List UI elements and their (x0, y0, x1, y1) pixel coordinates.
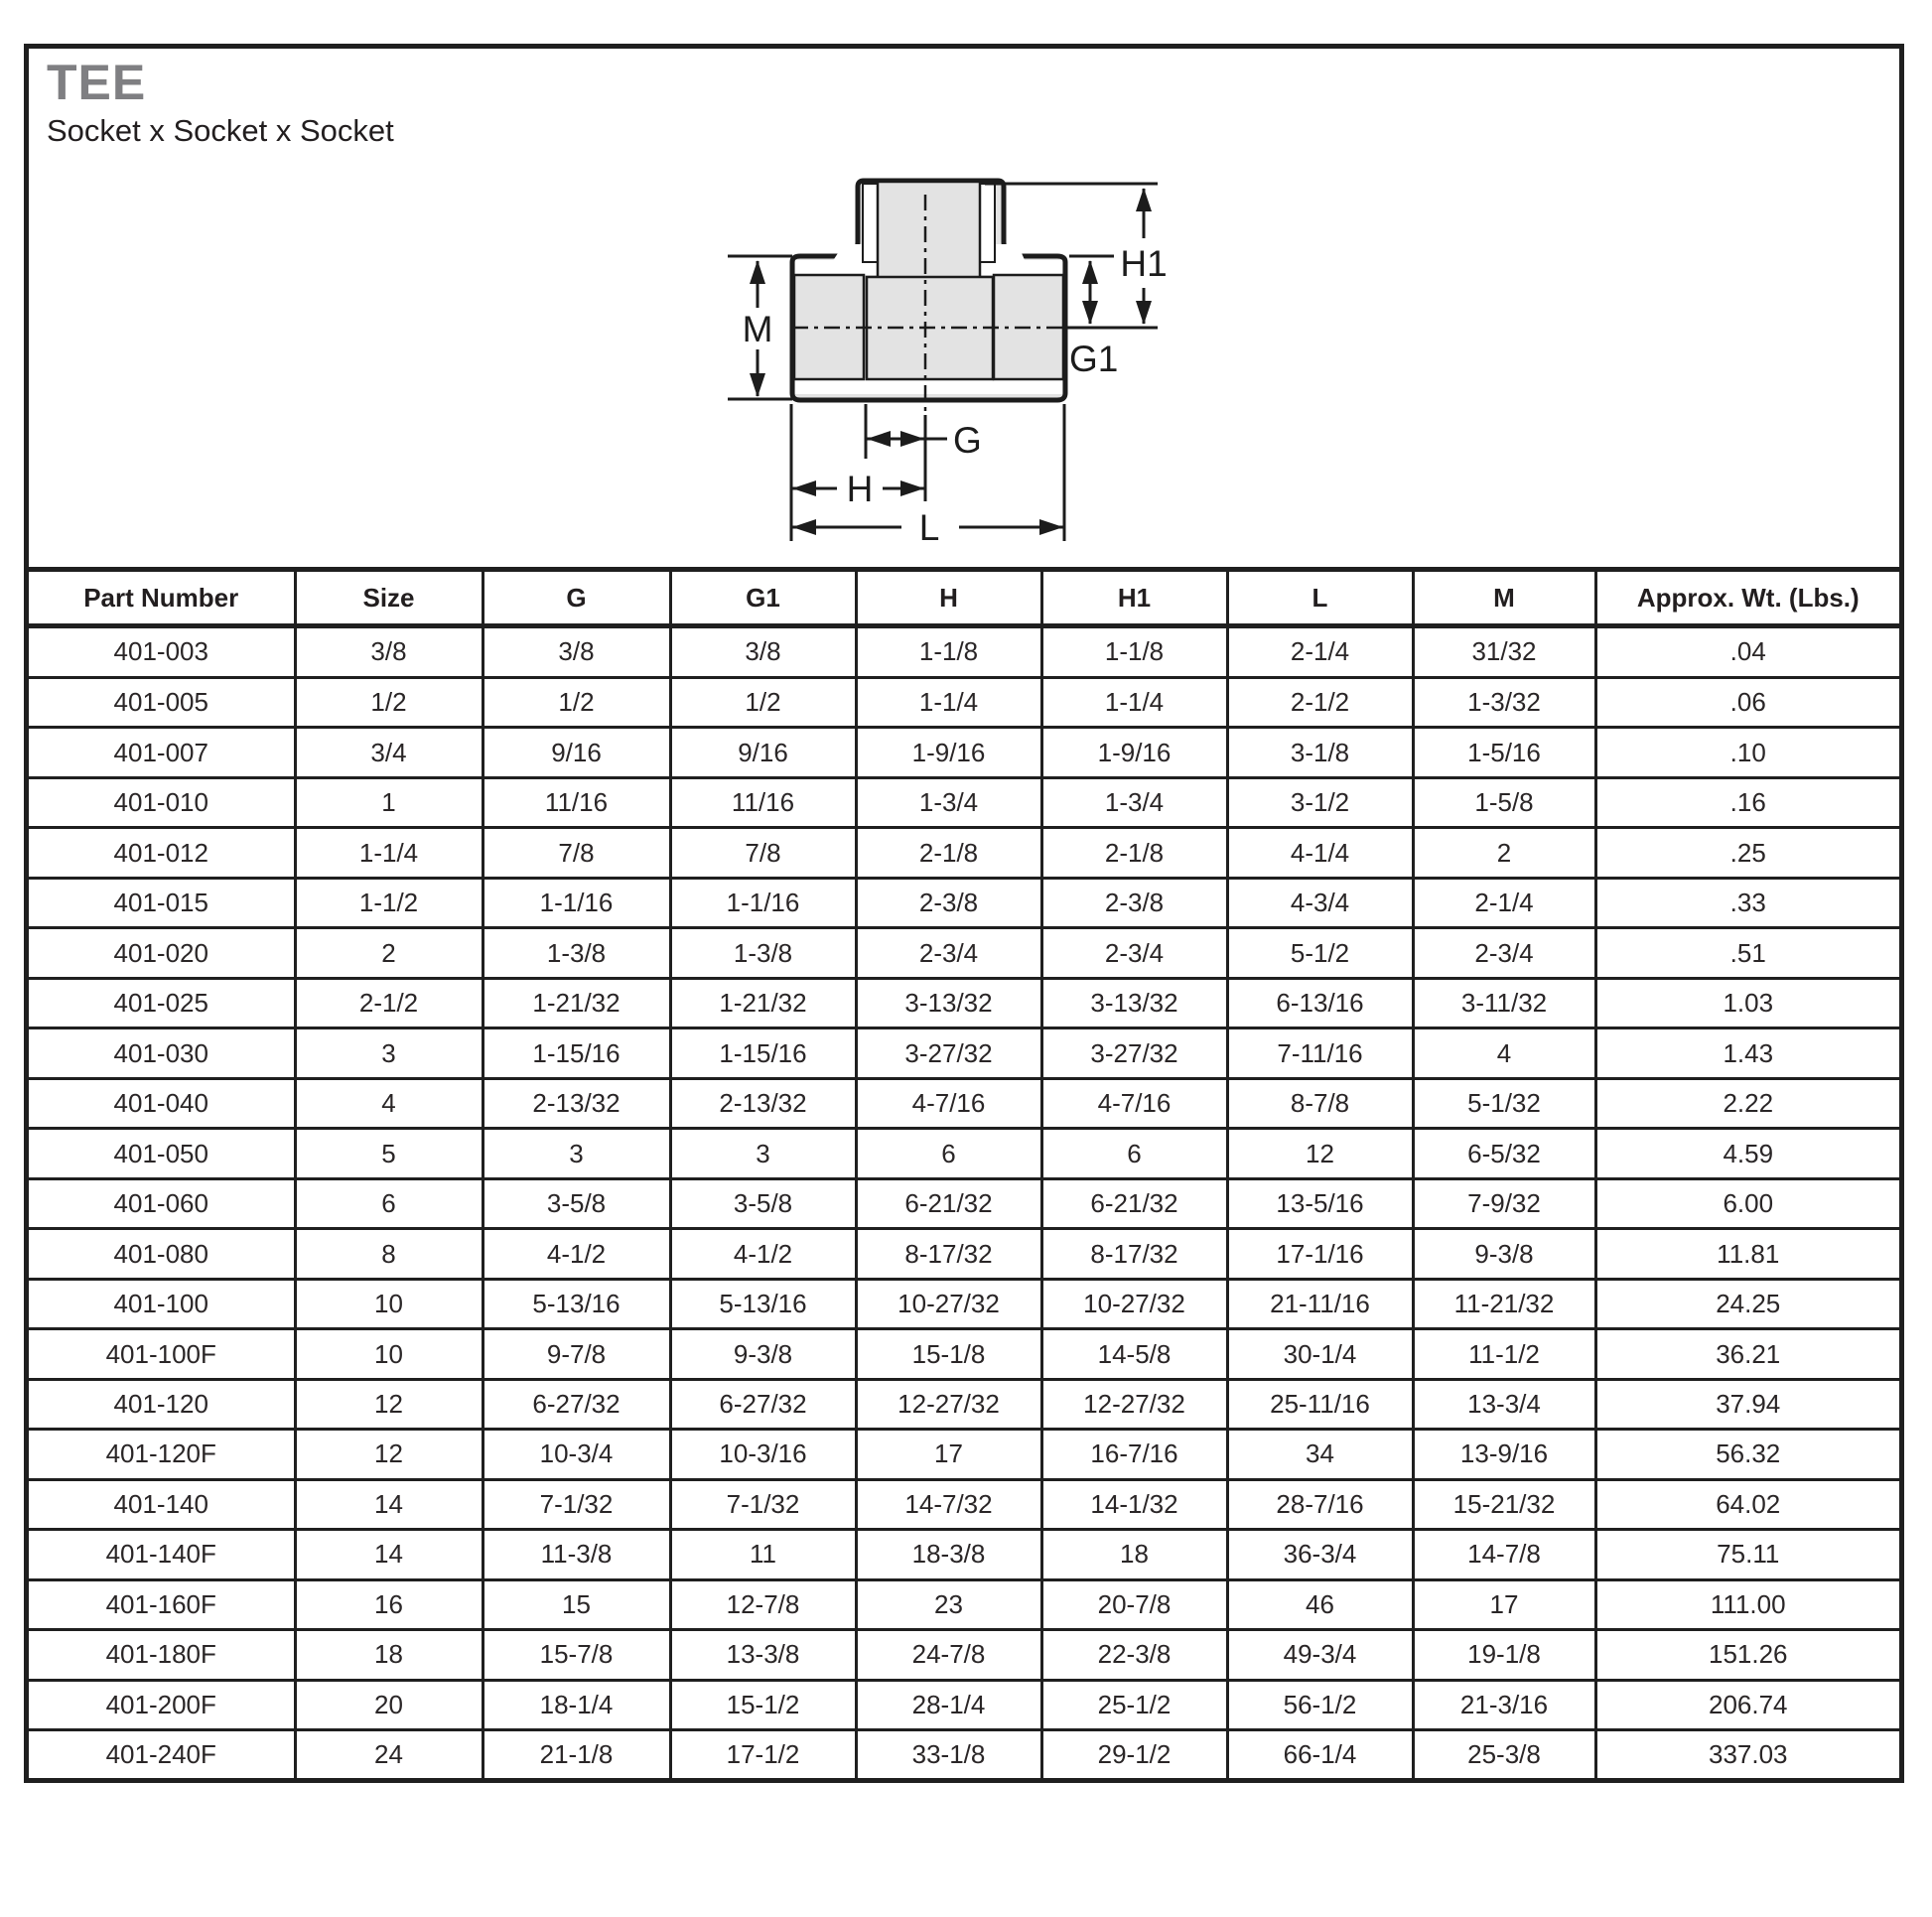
table-cell: 1-15/16 (670, 1028, 856, 1078)
table-row (29, 928, 1899, 978)
wall-block-branch-center (878, 182, 980, 278)
table-cell: 14 (295, 1479, 483, 1529)
arrowhead (792, 480, 816, 496)
table-row (29, 1379, 1899, 1429)
table-cell: 5-13/16 (670, 1279, 856, 1328)
table-cell: 401-160F (29, 1579, 295, 1629)
table-cell: 337.03 (1595, 1730, 1899, 1778)
table-cell: 12 (1227, 1129, 1413, 1178)
table-cell: 25-3/8 (1413, 1730, 1595, 1778)
table-cell: 12-27/32 (1041, 1379, 1227, 1429)
table-cell: 1-5/8 (1413, 777, 1595, 827)
table-cell: 401-140F (29, 1530, 295, 1579)
arrowhead (792, 519, 816, 535)
table-cell: 24-7/8 (856, 1630, 1041, 1680)
table-cell: 401-003 (29, 626, 295, 678)
table-cell: 19-1/8 (1413, 1630, 1595, 1680)
table-cell: 2-3/4 (1413, 928, 1595, 978)
table-cell: 6-27/32 (670, 1379, 856, 1429)
dim-label-g1: G1 (1069, 339, 1119, 379)
table-row (29, 1329, 1899, 1379)
table-cell: 15-21/32 (1413, 1479, 1595, 1529)
table-cell: 401-100 (29, 1279, 295, 1328)
table-cell: 15-1/2 (670, 1680, 856, 1729)
table-cell: 8-7/8 (1227, 1078, 1413, 1128)
table-cell: 401-012 (29, 828, 295, 878)
table-cell: 21-1/8 (483, 1730, 670, 1778)
table-cell: .04 (1595, 626, 1899, 678)
table-cell: 3 (670, 1129, 856, 1178)
col-header-part-number: Part Number (29, 570, 295, 626)
table-cell: 1 (295, 777, 483, 827)
table-cell: 25-11/16 (1227, 1379, 1413, 1429)
table-cell: 11 (670, 1530, 856, 1579)
table-cell: 9-7/8 (483, 1329, 670, 1379)
table-row (29, 1730, 1899, 1778)
table-cell: 6-21/32 (856, 1178, 1041, 1228)
table-cell: 13-3/8 (670, 1630, 856, 1680)
table-cell: 14 (295, 1530, 483, 1579)
table-row (29, 1630, 1899, 1680)
table-cell: 1-1/16 (483, 878, 670, 927)
table-cell: 12-7/8 (670, 1579, 856, 1629)
table-cell: 1.03 (1595, 978, 1899, 1027)
table-cell: 24 (295, 1730, 483, 1778)
table-cell: 401-060 (29, 1178, 295, 1228)
table-cell: 2-3/4 (1041, 928, 1227, 978)
table-cell: 3/8 (295, 626, 483, 678)
table-cell: 31/32 (1413, 626, 1595, 678)
table-cell: 17-1/16 (1227, 1229, 1413, 1279)
table-cell: 1-3/4 (1041, 777, 1227, 827)
table-cell: 1/2 (670, 677, 856, 727)
table-cell: 46 (1227, 1579, 1413, 1629)
arrowhead (1082, 301, 1098, 325)
table-cell: 6 (1041, 1129, 1227, 1178)
table-cell: 8-17/32 (856, 1229, 1041, 1279)
table-cell: 2 (1413, 828, 1595, 878)
table-cell: 401-020 (29, 928, 295, 978)
table-cell: 1-9/16 (1041, 728, 1227, 777)
table-cell: 14-1/32 (1041, 1479, 1227, 1529)
table-cell: 1-3/4 (856, 777, 1041, 827)
table-cell: 1-21/32 (483, 978, 670, 1027)
table-cell: 401-010 (29, 777, 295, 827)
table-cell: 1/2 (483, 677, 670, 727)
table-cell: 2 (295, 928, 483, 978)
table-cell: 6 (856, 1129, 1041, 1178)
table-cell: 16-7/16 (1041, 1430, 1227, 1479)
table-cell: 11/16 (670, 777, 856, 827)
tee-diagram-svg (695, 159, 1191, 556)
spec-table-header (29, 570, 1899, 626)
table-cell: 9/16 (670, 728, 856, 777)
table-cell: 1-1/16 (670, 878, 856, 927)
table-cell: 3-1/8 (1227, 728, 1413, 777)
table-row (29, 677, 1899, 727)
table-cell: 8 (295, 1229, 483, 1279)
arrowhead (900, 431, 924, 447)
col-header-m: M (1413, 570, 1595, 626)
table-cell: 18-1/4 (483, 1680, 670, 1729)
table-cell: 28-1/4 (856, 1680, 1041, 1729)
dim-label-h: H (846, 469, 874, 509)
table-cell: 1-21/32 (670, 978, 856, 1027)
table-cell: 11-1/2 (1413, 1329, 1595, 1379)
table-cell: 15 (483, 1579, 670, 1629)
table-cell: 401-140 (29, 1479, 295, 1529)
table-row (29, 978, 1899, 1027)
table-cell: 17-1/2 (670, 1730, 856, 1778)
dim-label-m: M (742, 309, 773, 349)
table-cell: 6-21/32 (1041, 1178, 1227, 1228)
table-row (29, 1028, 1899, 1078)
table-cell: 401-015 (29, 878, 295, 927)
table-cell: 18 (295, 1630, 483, 1680)
table-row (29, 828, 1899, 878)
table-cell: 9/16 (483, 728, 670, 777)
table-cell: 56.32 (1595, 1430, 1899, 1479)
table-cell: 4 (1413, 1028, 1595, 1078)
table-cell: 21-3/16 (1413, 1680, 1595, 1729)
dim-label-h1: H1 (1120, 243, 1168, 284)
table-cell: 3 (483, 1129, 670, 1178)
table-cell: 401-025 (29, 978, 295, 1027)
table-cell: 6-13/16 (1227, 978, 1413, 1027)
table-cell: 4-7/16 (1041, 1078, 1227, 1128)
table-cell: 6-27/32 (483, 1379, 670, 1429)
table-cell: 6-5/32 (1413, 1129, 1595, 1178)
table-row (29, 626, 1899, 678)
arrowhead (750, 260, 765, 284)
table-cell: 22-3/8 (1041, 1630, 1227, 1680)
col-header-l: L (1227, 570, 1413, 626)
col-header-size: Size (295, 570, 483, 626)
table-cell: 4-1/2 (670, 1229, 856, 1279)
table-cell: 4-1/2 (483, 1229, 670, 1279)
table-row (29, 1530, 1899, 1579)
table-cell: 34 (1227, 1430, 1413, 1479)
table-cell: 401-030 (29, 1028, 295, 1078)
table-cell: 7-9/32 (1413, 1178, 1595, 1228)
table-cell: 15-1/8 (856, 1329, 1041, 1379)
table-cell: 3-27/32 (1041, 1028, 1227, 1078)
table-cell: 13-5/16 (1227, 1178, 1413, 1228)
table-cell: 18 (1041, 1530, 1227, 1579)
table-cell: 3-13/32 (1041, 978, 1227, 1027)
table-cell: 56-1/2 (1227, 1680, 1413, 1729)
table-cell: 13-3/4 (1413, 1379, 1595, 1429)
table-cell: 21-11/16 (1227, 1279, 1413, 1328)
page-subtitle: Socket x Socket x Socket (47, 112, 394, 148)
arrowhead (1082, 260, 1098, 284)
table-cell: 12-27/32 (856, 1379, 1041, 1429)
table-cell: 11-3/8 (483, 1530, 670, 1579)
table-cell: 401-120 (29, 1379, 295, 1429)
table-cell: 401-050 (29, 1129, 295, 1178)
spec-table-body (29, 626, 1899, 1779)
table-cell: 1-5/16 (1413, 728, 1595, 777)
table-cell: 1-1/8 (1041, 626, 1227, 678)
table-cell: 2-1/4 (1413, 878, 1595, 927)
table-cell: 13-9/16 (1413, 1430, 1595, 1479)
table-cell: 401-180F (29, 1630, 295, 1680)
table-cell: 11.81 (1595, 1229, 1899, 1279)
table-cell: 2-1/2 (1227, 677, 1413, 727)
table-cell: 11-21/32 (1413, 1279, 1595, 1328)
table-cell: 3-5/8 (670, 1178, 856, 1228)
table-cell: 2-13/32 (483, 1078, 670, 1128)
table-row (29, 777, 1899, 827)
header-row (29, 570, 1899, 626)
table-cell: 6 (295, 1178, 483, 1228)
table-cell: 3-13/32 (856, 978, 1041, 1027)
table-row (29, 1178, 1899, 1228)
table-cell: 49-3/4 (1227, 1630, 1413, 1680)
content-frame (24, 44, 1904, 1783)
table-cell: 5-13/16 (483, 1279, 670, 1328)
table-row (29, 1680, 1899, 1729)
table-cell: 2-1/8 (856, 828, 1041, 878)
arrowhead (1136, 188, 1152, 211)
table-cell: 4 (295, 1078, 483, 1128)
table-cell: 18-3/8 (856, 1530, 1041, 1579)
table-cell: 14-7/32 (856, 1479, 1041, 1529)
table-cell: 4-3/4 (1227, 878, 1413, 927)
table-cell: .33 (1595, 878, 1899, 927)
col-header-g: G (483, 570, 670, 626)
table-cell: 15-7/8 (483, 1630, 670, 1680)
table-cell: 12 (295, 1379, 483, 1429)
table-row (29, 1229, 1899, 1279)
table-cell: 64.02 (1595, 1479, 1899, 1529)
socket-gap-bottom-band (795, 378, 1062, 394)
table-cell: 1-3/8 (670, 928, 856, 978)
table-cell: 401-005 (29, 677, 295, 727)
table-cell: 401-007 (29, 728, 295, 777)
socket-gap-branch-right (980, 184, 995, 262)
table-cell: 24.25 (1595, 1279, 1899, 1328)
table-cell: 14-5/8 (1041, 1329, 1227, 1379)
table-cell: 10 (295, 1279, 483, 1328)
socket-gap-branch-left (863, 184, 878, 262)
table-cell: 111.00 (1595, 1579, 1899, 1629)
table-cell: 10-27/32 (856, 1279, 1041, 1328)
table-cell: 10-3/16 (670, 1430, 856, 1479)
table-cell: 3/8 (483, 626, 670, 678)
spec-table (29, 567, 1899, 1778)
table-row (29, 1579, 1899, 1629)
table-cell: 2-3/4 (856, 928, 1041, 978)
table-cell: 5-1/32 (1413, 1078, 1595, 1128)
table-cell: 10 (295, 1329, 483, 1379)
table-cell: 1/2 (295, 677, 483, 727)
table-cell: 23 (856, 1579, 1041, 1629)
table-cell: .51 (1595, 928, 1899, 978)
table-cell: 1-1/4 (295, 828, 483, 878)
table-row (29, 1078, 1899, 1128)
table-cell: 36.21 (1595, 1329, 1899, 1379)
table-cell: 2-1/8 (1041, 828, 1227, 878)
table-cell: 401-120F (29, 1430, 295, 1479)
table-row (29, 1129, 1899, 1178)
table-cell: 1-1/4 (1041, 677, 1227, 727)
table-cell: 2-1/2 (295, 978, 483, 1027)
table-cell: 25-1/2 (1041, 1680, 1227, 1729)
table-cell: 17 (1413, 1579, 1595, 1629)
table-cell: 2-3/8 (856, 878, 1041, 927)
table-cell: 29-1/2 (1041, 1730, 1227, 1778)
table-cell: 2.22 (1595, 1078, 1899, 1128)
table-row (29, 728, 1899, 777)
table-cell: 30-1/4 (1227, 1329, 1413, 1379)
table-cell: 8-17/32 (1041, 1229, 1227, 1279)
col-header-h1: H1 (1041, 570, 1227, 626)
table-cell: 2-13/32 (670, 1078, 856, 1128)
table-cell: 3-5/8 (483, 1178, 670, 1228)
table-cell: 1-15/16 (483, 1028, 670, 1078)
dim-label-l: L (918, 507, 940, 548)
table-cell: 6.00 (1595, 1178, 1899, 1228)
table-cell: 11/16 (483, 777, 670, 827)
socket-gap-flare-left (832, 244, 863, 262)
table-cell: 7-1/32 (483, 1479, 670, 1529)
table-cell: 9-3/8 (670, 1329, 856, 1379)
table-cell: 28-7/16 (1227, 1479, 1413, 1529)
table-row (29, 1479, 1899, 1529)
table-cell: 3/8 (670, 626, 856, 678)
table-cell: 5-1/2 (1227, 928, 1413, 978)
table-cell: 12 (295, 1430, 483, 1479)
table-cell: 3-1/2 (1227, 777, 1413, 827)
table-cell: 3/4 (295, 728, 483, 777)
table-cell: 4.59 (1595, 1129, 1899, 1178)
table-cell: 7-1/32 (670, 1479, 856, 1529)
table-cell: 401-100F (29, 1329, 295, 1379)
table-cell: 401-200F (29, 1680, 295, 1729)
table-cell: 4-1/4 (1227, 828, 1413, 878)
table-cell: 16 (295, 1579, 483, 1629)
table-cell: 5 (295, 1129, 483, 1178)
table-cell: 14-7/8 (1413, 1530, 1595, 1579)
table-cell: 7-11/16 (1227, 1028, 1413, 1078)
table-row (29, 1279, 1899, 1328)
table-cell: .25 (1595, 828, 1899, 878)
table-cell: 9-3/8 (1413, 1229, 1595, 1279)
page-title: TEE (47, 55, 147, 110)
table-cell: .16 (1595, 777, 1899, 827)
title-block (47, 57, 394, 149)
tee-diagram (695, 159, 1191, 556)
table-cell: 401-080 (29, 1229, 295, 1279)
arrowhead (750, 373, 765, 397)
arrowhead (900, 480, 924, 496)
col-header-approx-wt: Approx. Wt. (Lbs.) (1595, 570, 1899, 626)
table-cell: 17 (856, 1430, 1041, 1479)
table-cell: 3-11/32 (1413, 978, 1595, 1027)
table-cell: 2-3/8 (1041, 878, 1227, 927)
table-cell: 206.74 (1595, 1680, 1899, 1729)
table-cell: 1-1/4 (856, 677, 1041, 727)
table-cell: 1.43 (1595, 1028, 1899, 1078)
table-cell: 36-3/4 (1227, 1530, 1413, 1579)
table-cell: 20-7/8 (1041, 1579, 1227, 1629)
table-cell: 75.11 (1595, 1530, 1899, 1579)
table-cell: 7/8 (670, 828, 856, 878)
table-cell: 1-1/8 (856, 626, 1041, 678)
table-cell: 37.94 (1595, 1379, 1899, 1429)
dim-label-g: G (953, 420, 982, 461)
table-cell: 401-240F (29, 1730, 295, 1778)
table-cell: 2-1/4 (1227, 626, 1413, 678)
table-cell: 401-040 (29, 1078, 295, 1128)
col-header-h: H (856, 570, 1041, 626)
table-cell: 1-3/8 (483, 928, 670, 978)
table-row (29, 878, 1899, 927)
table-cell: .10 (1595, 728, 1899, 777)
table-cell: 1-3/32 (1413, 677, 1595, 727)
arrowhead (867, 431, 891, 447)
table-row (29, 1430, 1899, 1479)
arrowhead (1039, 519, 1063, 535)
table-cell: .06 (1595, 677, 1899, 727)
table-cell: 4-7/16 (856, 1078, 1041, 1128)
table-cell: 20 (295, 1680, 483, 1729)
arrowhead (1136, 301, 1152, 325)
table-cell: 66-1/4 (1227, 1730, 1413, 1778)
table-cell: 151.26 (1595, 1630, 1899, 1680)
table-cell: 10-27/32 (1041, 1279, 1227, 1328)
table-cell: 10-3/4 (483, 1430, 670, 1479)
table-cell: 1-1/2 (295, 878, 483, 927)
table-cell: 1-9/16 (856, 728, 1041, 777)
table-cell: 33-1/8 (856, 1730, 1041, 1778)
table-cell: 3 (295, 1028, 483, 1078)
table-cell: 3-27/32 (856, 1028, 1041, 1078)
col-header-g1: G1 (670, 570, 856, 626)
table-cell: 7/8 (483, 828, 670, 878)
